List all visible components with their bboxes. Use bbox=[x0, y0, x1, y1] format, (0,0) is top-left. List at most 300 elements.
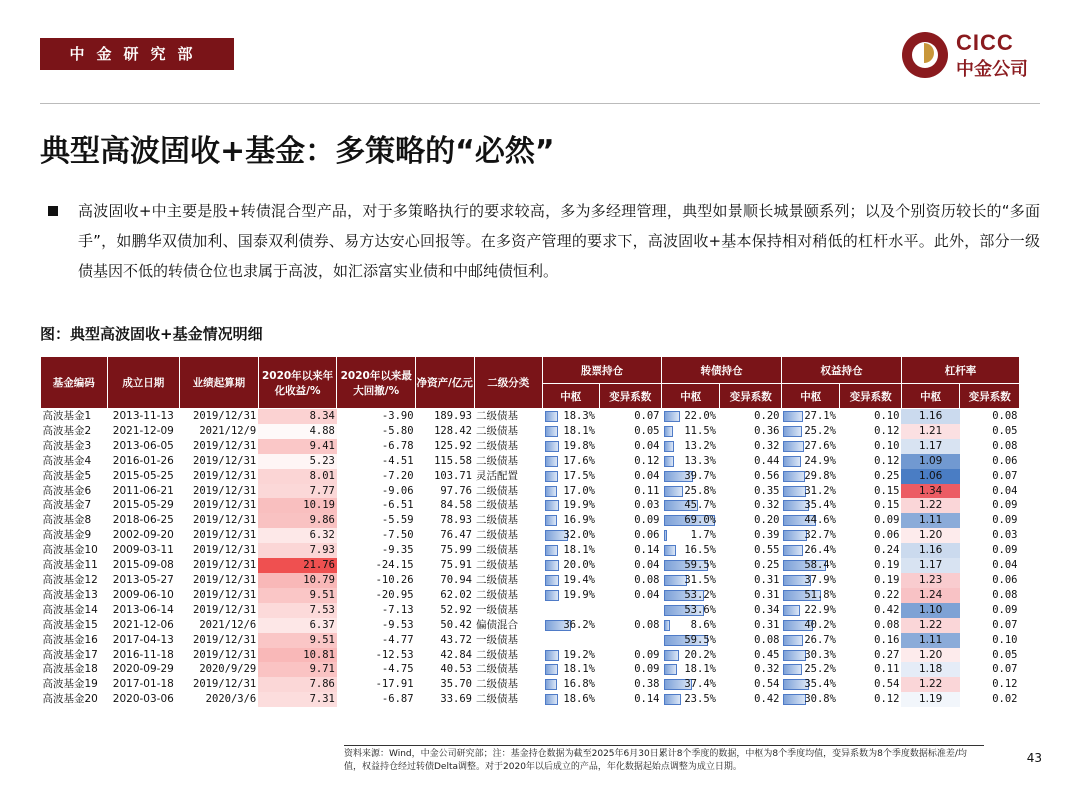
cell-setup-date: 2021-12-09 bbox=[112, 424, 174, 437]
cell-stock-median bbox=[543, 454, 599, 469]
cell-subtype: 二级债基 bbox=[476, 648, 518, 661]
cell-stock-median-value: 19.2% bbox=[563, 648, 595, 661]
cell-equity-median bbox=[781, 662, 839, 677]
table-row bbox=[41, 469, 1020, 484]
cell-stock-median bbox=[543, 409, 599, 424]
cell-leverage-cv: 0.07 bbox=[992, 618, 1018, 631]
cell-leverage: 1.18 bbox=[901, 662, 959, 677]
cell-stock-median-value: 18.3% bbox=[563, 410, 595, 422]
cell-equity-median bbox=[781, 633, 839, 648]
cell-equity-median bbox=[781, 573, 839, 588]
cell-cb-median bbox=[662, 543, 720, 558]
data-bar bbox=[545, 694, 558, 705]
cell-drawdown: -5.59 bbox=[381, 514, 414, 527]
data-bar bbox=[783, 605, 800, 616]
cell-drawdown: -24.15 bbox=[375, 559, 414, 572]
cell-drawdown: -7.50 bbox=[381, 529, 414, 542]
cell-leverage: 1.20 bbox=[901, 648, 959, 663]
data-bar bbox=[545, 590, 559, 601]
cell-return: 9.71 bbox=[258, 662, 337, 677]
col-header-cv: 变异系数 bbox=[840, 384, 902, 409]
cell-equity-median bbox=[781, 513, 839, 528]
cell-leverage-cv: 0.10 bbox=[992, 633, 1018, 646]
cell-equity-median bbox=[781, 424, 839, 439]
cell-perf-start: 2020/3/6 bbox=[205, 693, 257, 706]
cell-stock-cv: 0.08 bbox=[634, 573, 660, 586]
cell-nav: 33.69 bbox=[440, 693, 472, 706]
cell-perf-start: 2019/12/31 bbox=[193, 439, 257, 452]
cell-drawdown: -3.90 bbox=[381, 410, 414, 422]
cell-subtype: 二级债基 bbox=[476, 573, 518, 586]
cell-setup-date: 2016-11-18 bbox=[112, 648, 174, 661]
cell-nav: 97.76 bbox=[440, 484, 472, 497]
cell-subtype: 二级债基 bbox=[476, 529, 518, 542]
cell-equity-cv: 0.42 bbox=[874, 603, 900, 616]
cell-cb-cv: 0.56 bbox=[754, 469, 780, 482]
cell-equity-median-value: 22.9% bbox=[804, 603, 836, 616]
cell-stock-cv: 0.03 bbox=[634, 499, 660, 512]
cell-stock-median bbox=[543, 424, 599, 439]
col-group-leverage: 杠杆率 bbox=[901, 357, 1019, 384]
cell-equity-cv: 0.15 bbox=[874, 484, 900, 497]
cell-setup-date: 2015-05-29 bbox=[112, 499, 174, 512]
cell-leverage-cv: 0.09 bbox=[992, 603, 1018, 616]
cell-setup-date: 2013-06-14 bbox=[112, 603, 174, 616]
cell-setup-date: 2009-06-10 bbox=[112, 588, 174, 601]
cell-cb-cv: 0.55 bbox=[754, 544, 780, 557]
cell-setup-date: 2013-05-27 bbox=[112, 573, 174, 586]
cell-cb-median-value: 59.5% bbox=[684, 559, 716, 572]
data-bar bbox=[545, 411, 558, 422]
cell-equity-median-value: 44.6% bbox=[804, 514, 836, 527]
cell-setup-date: 2016-01-26 bbox=[112, 454, 174, 467]
cell-equity-cv: 0.22 bbox=[874, 588, 900, 601]
cell-equity-median bbox=[781, 469, 839, 484]
cell-cb-median-value: 1.7% bbox=[690, 529, 716, 542]
cell-stock-cv: 0.09 bbox=[634, 663, 660, 676]
cell-cb-median bbox=[662, 484, 720, 499]
cell-equity-median bbox=[781, 498, 839, 513]
data-bar bbox=[545, 471, 558, 482]
cell-cb-cv: 0.08 bbox=[754, 633, 780, 646]
cell-nav: 75.91 bbox=[440, 559, 472, 572]
cell-nav: 103.71 bbox=[434, 469, 472, 482]
cell-subtype: 二级债基 bbox=[476, 439, 518, 452]
cell-perf-start: 2019/12/31 bbox=[193, 499, 257, 512]
cell-setup-date: 2021-12-06 bbox=[112, 618, 174, 631]
cell-fund-code: 高波基金13 bbox=[42, 588, 98, 601]
data-bar bbox=[545, 441, 559, 452]
cell-drawdown: -5.80 bbox=[381, 424, 414, 437]
cell-leverage: 1.11 bbox=[901, 633, 959, 648]
cell-nav: 115.58 bbox=[434, 454, 472, 467]
cell-subtype: 二级债基 bbox=[476, 693, 518, 706]
cell-cb-median-value: 37.4% bbox=[684, 678, 716, 691]
cell-drawdown: -4.75 bbox=[381, 663, 414, 676]
cell-equity-cv: 0.12 bbox=[874, 693, 900, 706]
cell-subtype: 二级债基 bbox=[476, 588, 518, 601]
cell-cb-cv: 0.42 bbox=[754, 693, 780, 706]
cell-leverage: 1.22 bbox=[901, 498, 959, 513]
cell-fund-code: 高波基金3 bbox=[42, 439, 92, 452]
cell-fund-code: 高波基金10 bbox=[42, 544, 98, 557]
col-group-cb: 转债持仓 bbox=[662, 357, 782, 384]
cell-equity-median-value: 58.4% bbox=[804, 559, 836, 572]
cell-cb-median bbox=[662, 528, 720, 543]
cell-drawdown: -10.26 bbox=[375, 573, 414, 586]
cell-cb-median-value: 25.8% bbox=[684, 484, 716, 497]
cell-fund-code: 高波基金6 bbox=[42, 484, 92, 497]
cell-return: 5.23 bbox=[258, 454, 337, 469]
cell-cb-median bbox=[662, 573, 720, 588]
cell-equity-median-value: 25.2% bbox=[804, 663, 836, 676]
cell-leverage-cv: 0.12 bbox=[992, 678, 1018, 691]
cell-cb-median-value: 16.5% bbox=[684, 544, 716, 557]
cell-perf-start: 2019/12/31 bbox=[193, 588, 257, 601]
cell-leverage-cv: 0.09 bbox=[992, 514, 1018, 527]
cell-fund-code: 高波基金2 bbox=[42, 424, 92, 437]
cell-stock-cv: 0.07 bbox=[634, 410, 660, 422]
cell-stock-median-value: 17.0% bbox=[563, 484, 595, 497]
cell-equity-cv: 0.25 bbox=[874, 469, 900, 482]
cell-cb-median bbox=[662, 498, 720, 513]
cell-equity-median-value: 31.2% bbox=[804, 484, 836, 497]
table-row bbox=[41, 439, 1020, 454]
cell-setup-date: 2015-09-08 bbox=[112, 559, 174, 572]
data-bar bbox=[545, 500, 559, 511]
cell-stock-median bbox=[543, 677, 599, 692]
cell-leverage-cv: 0.03 bbox=[992, 529, 1018, 542]
cell-drawdown: -6.51 bbox=[381, 499, 414, 512]
cell-stock-cv bbox=[599, 603, 662, 618]
cell-stock-median bbox=[543, 603, 599, 618]
cell-nav: 125.92 bbox=[434, 439, 472, 452]
data-bar bbox=[664, 545, 676, 556]
cell-stock-median-value: 20.0% bbox=[563, 559, 595, 572]
data-bar bbox=[545, 545, 558, 556]
cell-stock-median bbox=[543, 543, 599, 558]
cell-return: 9.41 bbox=[258, 439, 337, 454]
fund-table-wrapper bbox=[40, 356, 1020, 707]
col-header-cv: 变异系数 bbox=[599, 384, 662, 409]
cell-leverage: 1.11 bbox=[901, 513, 959, 528]
cell-subtype: 二级债基 bbox=[476, 678, 518, 691]
cell-nav: 62.02 bbox=[440, 588, 472, 601]
cell-stock-median-value: 18.6% bbox=[563, 693, 595, 706]
data-bar bbox=[664, 530, 667, 541]
cell-equity-cv: 0.16 bbox=[874, 633, 900, 646]
cell-equity-median bbox=[781, 648, 839, 663]
cell-cb-cv: 0.36 bbox=[754, 424, 780, 437]
table-row bbox=[41, 633, 1020, 648]
cell-fund-code: 高波基金12 bbox=[42, 573, 98, 586]
cell-stock-cv: 0.14 bbox=[634, 693, 660, 706]
cell-leverage: 1.17 bbox=[901, 558, 959, 573]
cell-equity-cv: 0.09 bbox=[874, 514, 900, 527]
cell-fund-code: 高波基金9 bbox=[42, 529, 92, 542]
cell-setup-date: 2009-03-11 bbox=[112, 544, 174, 557]
data-bar bbox=[783, 456, 801, 467]
cell-subtype: 一级债基 bbox=[476, 603, 518, 616]
cell-cb-median bbox=[662, 424, 720, 439]
cell-setup-date: 2015-05-25 bbox=[112, 469, 174, 482]
cell-equity-median bbox=[781, 558, 839, 573]
cell-perf-start: 2019/12/31 bbox=[193, 648, 257, 661]
cell-cb-median bbox=[662, 513, 720, 528]
cell-return: 7.31 bbox=[258, 692, 337, 707]
cell-leverage-cv: 0.06 bbox=[992, 573, 1018, 586]
col-header-median: 中枢 bbox=[662, 384, 720, 409]
cell-equity-cv: 0.08 bbox=[874, 618, 900, 631]
cell-stock-cv bbox=[599, 633, 662, 648]
cell-cb-median bbox=[662, 648, 720, 663]
cell-leverage: 1.17 bbox=[901, 439, 959, 454]
cell-leverage: 1.24 bbox=[901, 588, 959, 603]
cell-equity-cv: 0.06 bbox=[874, 529, 900, 542]
col-header-subtype: 二级分类 bbox=[474, 357, 543, 409]
cell-fund-code: 高波基金11 bbox=[42, 559, 98, 572]
cell-subtype: 二级债基 bbox=[476, 454, 518, 467]
table-row bbox=[41, 588, 1020, 603]
cell-cb-median bbox=[662, 603, 720, 618]
table-row bbox=[41, 454, 1020, 469]
cell-equity-cv: 0.10 bbox=[874, 439, 900, 452]
cell-drawdown: -6.87 bbox=[381, 693, 414, 706]
cell-cb-median-value: 13.3% bbox=[684, 454, 716, 467]
cell-equity-median-value: 26.7% bbox=[804, 633, 836, 646]
cell-fund-code: 高波基金14 bbox=[42, 603, 98, 616]
cell-cb-median-value: 22.0% bbox=[684, 410, 716, 422]
cell-cb-median-value: 23.5% bbox=[684, 693, 716, 706]
page-number: 43 bbox=[1026, 751, 1042, 765]
cell-stock-median-value: 36.2% bbox=[563, 618, 595, 631]
table-header bbox=[41, 357, 1020, 409]
cell-stock-median bbox=[543, 513, 599, 528]
cell-stock-cv: 0.08 bbox=[634, 618, 660, 631]
cell-stock-median bbox=[543, 573, 599, 588]
cell-equity-median-value: 35.4% bbox=[804, 678, 836, 691]
cell-drawdown: -9.06 bbox=[381, 484, 414, 497]
page-title: 典型高波固收+基金：多策略的“必然” bbox=[40, 134, 555, 169]
cell-nav: 78.93 bbox=[440, 514, 472, 527]
cell-equity-cv: 0.12 bbox=[874, 454, 900, 467]
cell-leverage: 1.06 bbox=[901, 469, 959, 484]
cell-perf-start: 2019/12/31 bbox=[193, 633, 257, 646]
cell-subtype: 一级债基 bbox=[476, 633, 518, 646]
cell-perf-start: 2019/12/31 bbox=[193, 529, 257, 542]
table-row bbox=[41, 409, 1020, 424]
cell-equity-cv: 0.11 bbox=[874, 663, 900, 676]
cell-leverage: 1.16 bbox=[901, 409, 959, 424]
cell-stock-median bbox=[543, 469, 599, 484]
cell-cb-cv: 0.44 bbox=[754, 454, 780, 467]
cell-leverage: 1.16 bbox=[901, 543, 959, 558]
cell-leverage-cv: 0.08 bbox=[992, 439, 1018, 452]
cell-nav: 43.72 bbox=[440, 633, 472, 646]
table-row bbox=[41, 692, 1020, 707]
col-header-code: 基金编码 bbox=[41, 357, 108, 409]
cell-subtype: 二级债基 bbox=[476, 499, 518, 512]
cell-drawdown: -6.78 bbox=[381, 439, 414, 452]
data-bar bbox=[545, 515, 557, 526]
cell-leverage: 1.22 bbox=[901, 677, 959, 692]
cell-stock-median bbox=[543, 692, 599, 707]
cell-fund-code: 高波基金7 bbox=[42, 499, 92, 512]
cell-subtype: 二级债基 bbox=[476, 424, 518, 437]
cell-return: 7.93 bbox=[258, 543, 337, 558]
cell-stock-cv: 0.04 bbox=[634, 439, 660, 452]
cell-cb-median-value: 53.6% bbox=[684, 603, 716, 616]
data-bar bbox=[664, 426, 673, 437]
table-row bbox=[41, 484, 1020, 499]
fund-table bbox=[40, 356, 1020, 707]
cell-perf-start: 2020/9/29 bbox=[199, 663, 257, 676]
data-bar bbox=[783, 471, 805, 482]
cell-setup-date: 2020-03-06 bbox=[112, 693, 174, 706]
cell-cb-median-value: 20.2% bbox=[684, 648, 716, 661]
cell-cb-median-value: 53.2% bbox=[684, 588, 716, 601]
cell-stock-median bbox=[543, 484, 599, 499]
cell-cb-cv: 0.20 bbox=[754, 410, 780, 422]
cell-cb-cv: 0.31 bbox=[754, 573, 780, 586]
cell-return: 21.76 bbox=[258, 558, 337, 573]
cell-equity-median-value: 27.6% bbox=[804, 439, 836, 452]
cell-subtype: 二级债基 bbox=[476, 544, 518, 557]
cell-setup-date: 2018-06-25 bbox=[112, 514, 174, 527]
bullet-text: 高波固收+中主要是股+转债混合型产品，对于多策略执行的要求较高，多为多经理管理，典型如景顺长城景颐系列；以及个别资历较长的“多面手”，如鹏华双债加利、国泰双利债券、易方达安心回报等。在多资产管理的要求下，高波固收+基本保持相对稍低的杠杆水平。此外，部分一级债基因不低的转债仓位也隶属于高波，如汇添富实业债和中邮纯债恒利。 bbox=[78, 202, 1040, 280]
cell-leverage-cv: 0.06 bbox=[992, 454, 1018, 467]
data-bar bbox=[545, 575, 559, 586]
cell-perf-start: 2019/12/31 bbox=[193, 678, 257, 691]
cell-stock-median-value: 16.9% bbox=[563, 514, 595, 527]
table-row bbox=[41, 543, 1020, 558]
col-header-median: 中枢 bbox=[901, 384, 959, 409]
cell-drawdown: -4.77 bbox=[381, 633, 414, 646]
cell-stock-cv: 0.04 bbox=[634, 588, 660, 601]
col-header-median: 中枢 bbox=[781, 384, 839, 409]
data-bar bbox=[545, 426, 558, 437]
table-row bbox=[41, 513, 1020, 528]
data-bar bbox=[664, 411, 680, 422]
cell-leverage-cv: 0.09 bbox=[992, 499, 1018, 512]
cell-leverage: 1.10 bbox=[901, 603, 959, 618]
cell-subtype: 偏债混合 bbox=[476, 618, 518, 631]
cell-stock-median-value: 19.9% bbox=[563, 499, 595, 512]
cell-equity-cv: 0.54 bbox=[874, 678, 900, 691]
col-header-nav: 净资产/亿元 bbox=[416, 357, 474, 409]
col-header-setup: 成立日期 bbox=[107, 357, 180, 409]
cell-nav: 35.70 bbox=[440, 678, 472, 691]
cell-equity-median bbox=[781, 618, 839, 633]
cell-subtype: 二级债基 bbox=[476, 663, 518, 676]
table-row bbox=[41, 662, 1020, 677]
data-bar bbox=[545, 664, 558, 675]
cell-return: 10.79 bbox=[258, 573, 337, 588]
cell-leverage-cv: 0.05 bbox=[992, 424, 1018, 437]
table-row bbox=[41, 424, 1020, 439]
cell-nav: 42.84 bbox=[440, 648, 472, 661]
cell-return: 7.86 bbox=[258, 677, 337, 692]
cell-cb-median bbox=[662, 618, 720, 633]
cell-nav: 52.92 bbox=[440, 603, 472, 616]
cell-nav: 76.47 bbox=[440, 529, 472, 542]
cell-drawdown: -7.20 bbox=[381, 469, 414, 482]
cell-stock-cv: 0.04 bbox=[634, 559, 660, 572]
cell-cb-median bbox=[662, 662, 720, 677]
cell-equity-median-value: 26.4% bbox=[804, 544, 836, 557]
data-bar bbox=[664, 664, 677, 675]
cell-stock-cv: 0.05 bbox=[634, 424, 660, 437]
cell-cb-median-value: 18.1% bbox=[684, 663, 716, 676]
cell-setup-date: 2020-09-29 bbox=[112, 663, 174, 676]
cell-perf-start: 2021/12/6 bbox=[199, 618, 257, 631]
cell-cb-median bbox=[662, 469, 720, 484]
cell-stock-median bbox=[543, 498, 599, 513]
cell-cb-median bbox=[662, 677, 720, 692]
cell-fund-code: 高波基金17 bbox=[42, 648, 98, 661]
col-group-equity: 权益持仓 bbox=[781, 357, 901, 384]
cell-return: 7.77 bbox=[258, 484, 337, 499]
cell-setup-date: 2013-11-13 bbox=[112, 410, 174, 422]
cell-cb-median bbox=[662, 692, 720, 707]
data-bar bbox=[783, 635, 803, 646]
cell-fund-code: 高波基金19 bbox=[42, 678, 98, 691]
cell-equity-cv: 0.27 bbox=[874, 648, 900, 661]
cell-cb-cv: 0.31 bbox=[754, 618, 780, 631]
cell-cb-median bbox=[662, 439, 720, 454]
cell-perf-start: 2019/12/31 bbox=[193, 469, 257, 482]
cell-equity-median-value: 25.2% bbox=[804, 424, 836, 437]
data-bar bbox=[545, 560, 559, 571]
cell-equity-median bbox=[781, 692, 839, 707]
data-bar bbox=[783, 426, 802, 437]
cell-nav: 189.93 bbox=[434, 410, 472, 422]
cell-perf-start: 2019/12/31 bbox=[193, 544, 257, 557]
data-bar bbox=[664, 694, 681, 705]
cell-leverage-cv: 0.07 bbox=[992, 469, 1018, 482]
cell-cb-cv: 0.20 bbox=[754, 514, 780, 527]
cell-cb-median-value: 69.0% bbox=[684, 514, 716, 527]
cell-cb-median-value: 8.6% bbox=[690, 618, 716, 631]
cell-return: 6.32 bbox=[258, 528, 337, 543]
cell-equity-median bbox=[781, 439, 839, 454]
cell-cb-median bbox=[662, 454, 720, 469]
data-bar bbox=[664, 441, 674, 452]
cell-cb-median bbox=[662, 588, 720, 603]
cell-drawdown: -12.53 bbox=[375, 648, 414, 661]
cell-return: 9.86 bbox=[258, 513, 337, 528]
cell-stock-median bbox=[543, 558, 599, 573]
cell-equity-cv: 0.19 bbox=[874, 559, 900, 572]
cell-fund-code: 高波基金15 bbox=[42, 618, 98, 631]
cell-cb-median bbox=[662, 558, 720, 573]
cell-perf-start: 2019/12/31 bbox=[193, 454, 257, 467]
cell-leverage-cv: 0.05 bbox=[992, 648, 1018, 661]
cell-fund-code: 高波基金8 bbox=[42, 514, 92, 527]
data-bar bbox=[545, 650, 559, 661]
cell-fund-code: 高波基金18 bbox=[42, 663, 98, 676]
cell-drawdown: -17.91 bbox=[375, 678, 414, 691]
cell-equity-median bbox=[781, 543, 839, 558]
cell-stock-cv: 0.09 bbox=[634, 514, 660, 527]
cell-stock-cv: 0.11 bbox=[634, 484, 660, 497]
cell-stock-cv: 0.04 bbox=[634, 469, 660, 482]
cell-setup-date: 2011-06-21 bbox=[112, 484, 174, 497]
cell-nav: 70.94 bbox=[440, 573, 472, 586]
col-header-perf-start: 业绩起算期 bbox=[180, 357, 259, 409]
data-bar bbox=[783, 664, 802, 675]
cell-cb-cv: 0.39 bbox=[754, 529, 780, 542]
